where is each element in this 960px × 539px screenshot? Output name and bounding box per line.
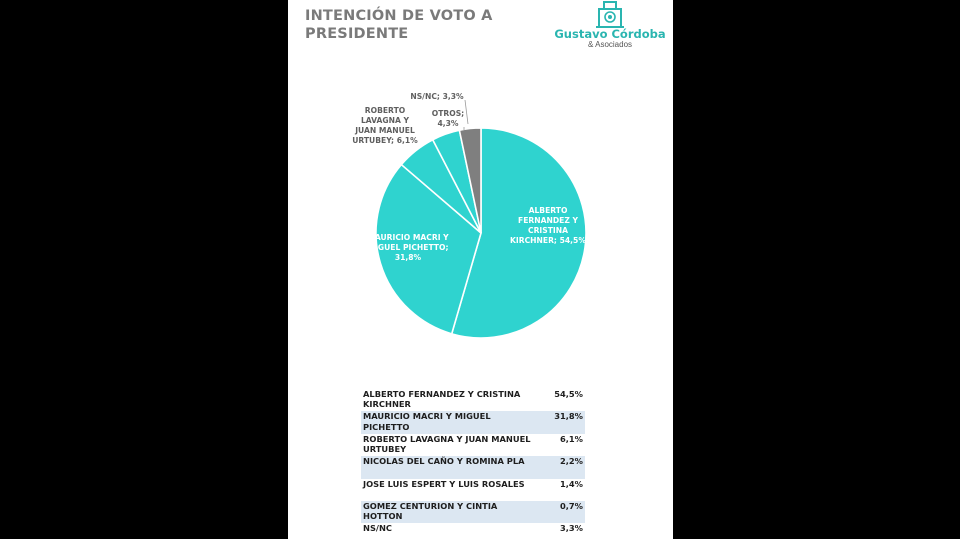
table-row [361, 411, 585, 433]
vote-percentage: 3,3% [559, 523, 583, 534]
brand-logo [552, 0, 668, 60]
results-table [361, 389, 585, 539]
table-row [361, 456, 585, 478]
vote-percentage: 6,1% [559, 433, 583, 444]
vote-percentage: 1,4% [559, 478, 583, 489]
title-line-1: INTENCIÓN DE VOTO A [305, 8, 493, 24]
vote-percentage: 54,5% [554, 389, 583, 399]
slice-label-4: OTROS; 4,3% [431, 109, 465, 128]
vote-percentage: 31,8% [554, 411, 583, 422]
logo-name: Gustavo Córdoba [554, 27, 666, 41]
table-row [361, 501, 585, 523]
building-logo-icon [594, 0, 626, 28]
page-title [305, 7, 493, 43]
candidate-name: ROBERTO LAVAGNA Y JUAN MANUEL URTUBEY [363, 433, 531, 455]
table-row [361, 479, 585, 501]
table-row [361, 434, 585, 456]
candidate-name: GOMEZ CENTURION Y CINTIA HOTTON [363, 500, 498, 522]
infographic-panel [288, 0, 673, 539]
vote-percentage: 0,7% [559, 500, 583, 511]
title-line-2: PRESIDENTE [305, 26, 409, 42]
slice-label-5: NS/NC; 3,3% [410, 92, 464, 101]
slice-label-3: ROBERTO LAVAGNA Y JUAN MANUEL URTUBEY; 6,1% [352, 106, 418, 145]
leader-line-5 [465, 100, 468, 124]
vote-pie-chart [288, 80, 673, 380]
candidate-name: MAURICIO MACRI Y MIGUEL PICHETTO [363, 411, 491, 432]
vote-percentage: 2,2% [559, 456, 583, 467]
slice-label-1: ALBERTO FERNANDEZ Y CRISTINA KIRCHNER; 54,5% [510, 206, 586, 245]
candidate-name: ALBERTO FERNANDEZ Y CRISTINA KIRCHNER [363, 389, 521, 410]
candidate-name: NS/NC [363, 523, 392, 534]
candidate-name: NICOLAS DEL CAÑO Y ROMINA PLA [363, 456, 525, 467]
slice-label-2: MAURICIO MACRI Y MIGUEL PICHETTO; 31,8% [367, 233, 449, 262]
logo-subtitle: & Asociados [587, 40, 633, 49]
table-row [361, 389, 585, 411]
table-row [361, 523, 585, 539]
candidate-name: JOSE LUIS ESPERT Y LUIS ROSALES [363, 478, 525, 489]
